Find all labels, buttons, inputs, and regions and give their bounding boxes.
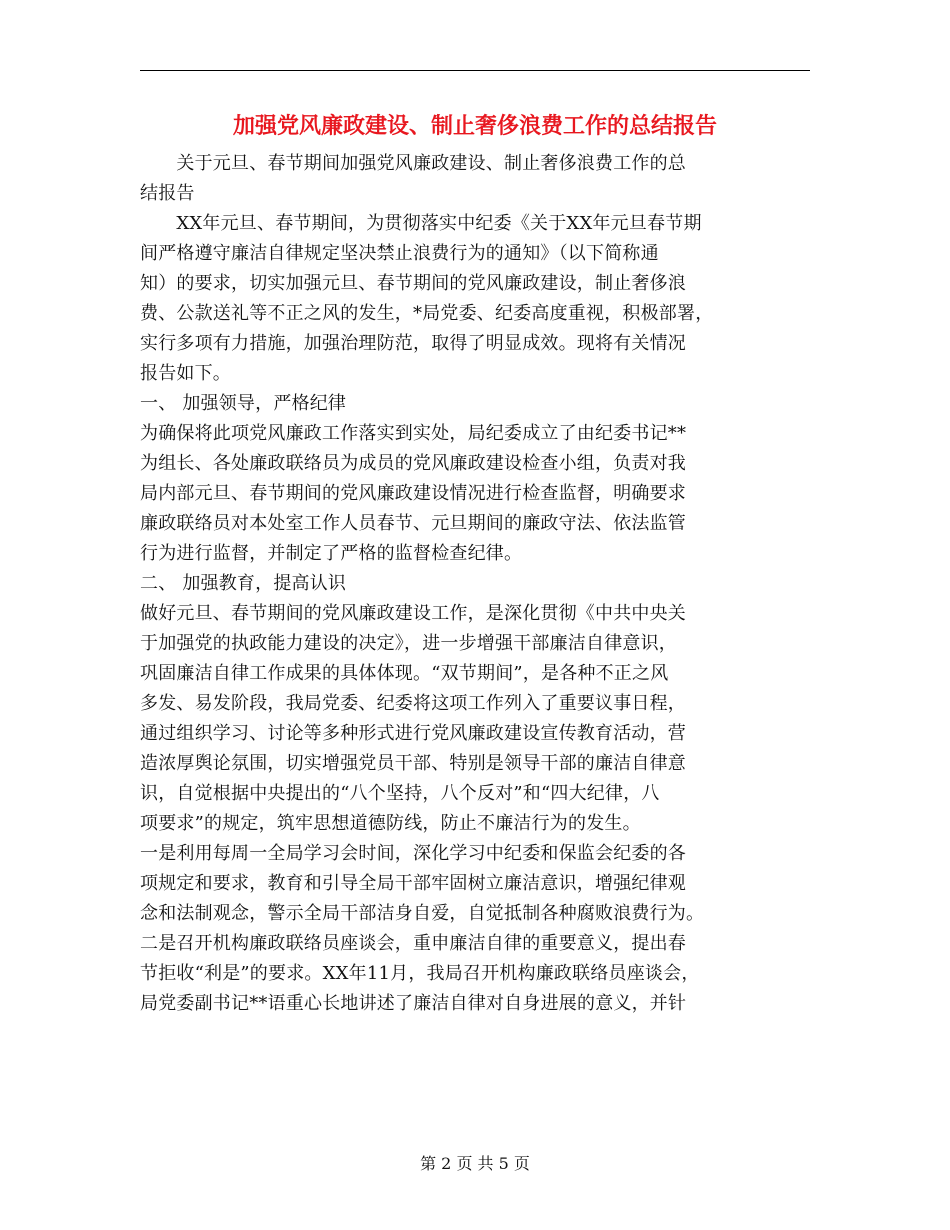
body-line: 造浓厚舆论氛围，切实增强党员干部、特别是领导干部的廉洁自律意 bbox=[140, 753, 686, 774]
body-line: 二是召开机构廉政联络员座谈会，重申廉洁自律的重要意义，提出春 bbox=[140, 933, 686, 954]
section-heading-2: 二、 加强教育，提高认识 bbox=[140, 573, 347, 594]
body-line: 局内部元旦、春节期间的党风廉政建设情况进行检查监督，明确要求 bbox=[140, 483, 686, 504]
document-title: 加强党风廉政建设、制止奢侈浪费工作的总结报告 bbox=[232, 113, 717, 139]
body-line: 一是利用每周一全局学习会时间，深化学习中纪委和保监会纪委的各 bbox=[140, 843, 686, 864]
body-line: 做好元旦、春节期间的党风廉政建设工作，是深化贯彻《中共中央关 bbox=[140, 603, 686, 624]
body-line: 通过组织学习、讨论等多种形式进行党风廉政建设宣传教育活动，营 bbox=[140, 723, 686, 744]
body-line: 巩固廉洁自律工作成果的具体体现。“双节期间”，是各种不正之风 bbox=[140, 663, 669, 684]
body-line: 为组长、各处廉政联络员为成员的党风廉政建设检查小组，负责对我 bbox=[140, 453, 686, 474]
body-line: 廉政联络员对本处室工作人员春节、元旦期间的廉政守法、依法监管 bbox=[140, 513, 686, 534]
page-number-footer: 第 2 页 共 5 页 bbox=[420, 1154, 530, 1173]
body-line: 实行多项有力措施，加强治理防范，取得了明显成效。现将有关情况 bbox=[140, 333, 686, 354]
body-line: 结报告 bbox=[140, 183, 195, 204]
body-line: 知）的要求，切实加强元旦、春节期间的党风廉政建设，制止奢侈浪 bbox=[140, 273, 686, 294]
body-line: 报告如下。 bbox=[140, 363, 231, 384]
document-body bbox=[140, 149, 820, 1019]
body-line: 费、公款送礼等不正之风的发生，*局党委、纪委高度重视，积极部署， bbox=[140, 303, 714, 324]
body-line: 为确保将此项党风廉政工作落实到实处，局纪委成立了由纪委书记** bbox=[140, 423, 687, 444]
body-line: 识，自觉根据中央提出的“八个坚持，八个反对”和“四大纪律，八 bbox=[140, 783, 660, 804]
body-line: 行为进行监督，并制定了严格的监督检查纪律。 bbox=[140, 543, 523, 564]
body-line: XX年元旦、春节期间，为贯彻落实中纪委《关于XX年元旦春节期 bbox=[140, 213, 702, 234]
body-line: 于加强党的执政能力建设的决定》，进一步增强干部廉洁自律意识， bbox=[140, 633, 677, 654]
header-rule bbox=[140, 70, 810, 71]
body-line: 关于元旦、春节期间加强党风廉政建设、制止奢侈浪费工作的总 bbox=[140, 153, 686, 174]
body-line: 多发、易发阶段，我局党委、纪委将这项工作列入了重要议事日程， bbox=[140, 693, 686, 714]
body-line: 节拒收“利是”的要求。XX年11月，我局召开机构廉政联络员座谈会， bbox=[140, 963, 700, 984]
body-line: 间严格遵守廉洁自律规定坚决禁止浪费行为的通知》（以下简称通 bbox=[140, 243, 659, 264]
body-line: 局党委副书记**语重心长地讲述了廉洁自律对自身进展的意义，并针 bbox=[140, 993, 687, 1014]
body-line: 项要求”的规定，筑牢思想道德防线，防止不廉洁行为的发生。 bbox=[140, 813, 641, 834]
body-line: 念和法制观念，警示全局干部洁身自爱，自觉抵制各种腐败浪费行为。 bbox=[140, 903, 705, 924]
body-line: 项规定和要求，教育和引导全局干部牢固树立廉洁意识，增强纪律观 bbox=[140, 873, 686, 894]
section-heading-1: 一、 加强领导，严格纪律 bbox=[140, 393, 347, 414]
